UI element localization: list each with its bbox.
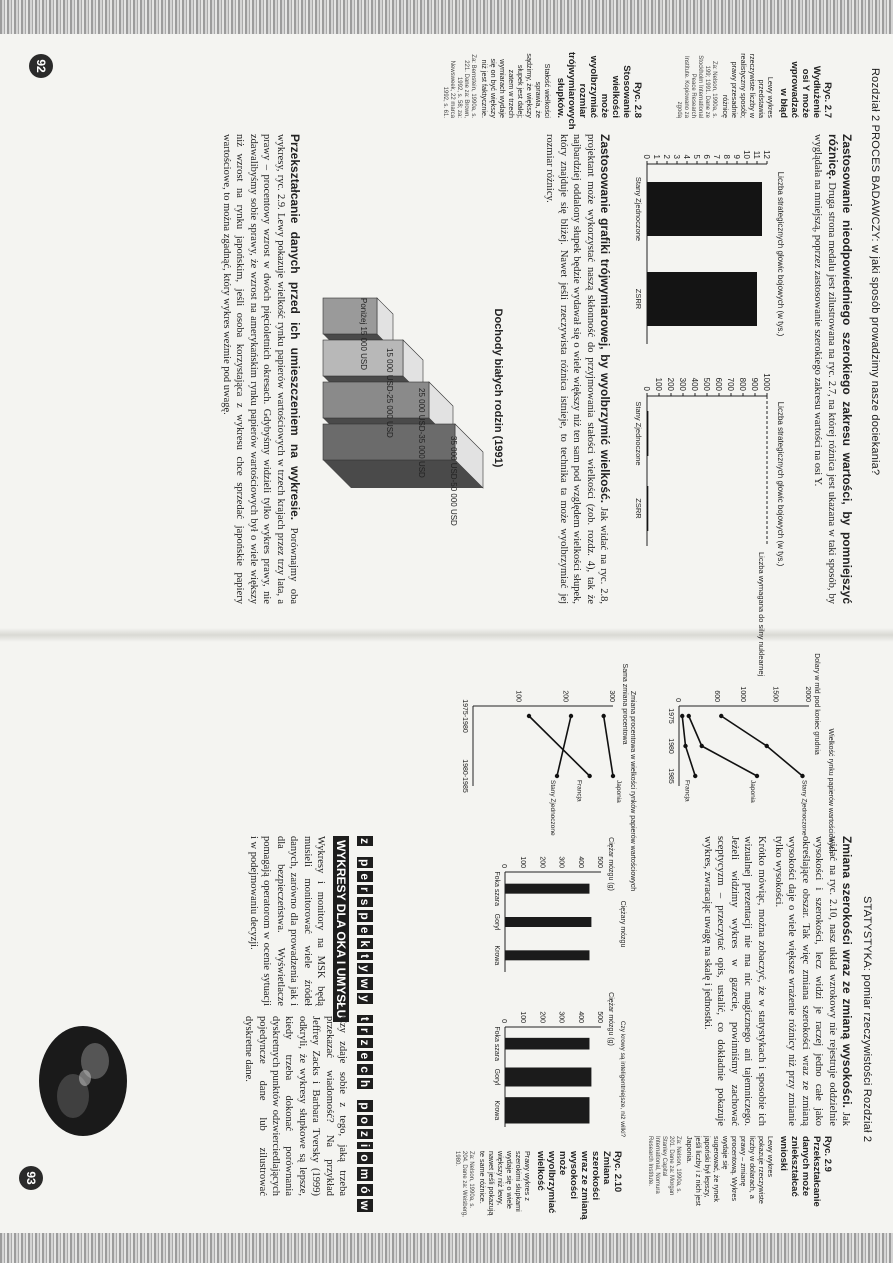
y-tick-label: 400 <box>576 1011 584 1023</box>
fig-2-8-source: Za: Bernstein, 1990a, s. 221. Dane za: Brown, 1992, s. 58; za: Newsweek, 22 marca 1992, s. 61. <box>442 54 476 118</box>
x-tick-label: 1980 <box>667 738 674 754</box>
banner-letter: y <box>358 995 372 1002</box>
y-tick-label: 300 <box>557 1011 565 1023</box>
bar3d-label-0: 35 000 USD-50 000 USD <box>449 436 458 526</box>
x-tick-label: ZSRR <box>634 498 643 519</box>
banner-letter: e <box>358 926 372 934</box>
bar-1 <box>647 272 757 326</box>
y-tick-label: 800 <box>738 377 747 391</box>
section-wide-range-text: Druga strona medalu jest zilustrowana na ryc. 2.7, na której różnica jest ukazana w taki sposób, by wyglądała na mniejszą, poprzez zastosowanie szerokiego zakresu wartości na osi Y. <box>812 134 837 604</box>
section-transform-heading: Przekształcanie danych przed ich umieszczeniem na wykresie. <box>288 134 302 521</box>
x-tick-label: Goryl <box>493 913 500 931</box>
x-tick-label: Stany Zjednoczone <box>634 176 643 242</box>
banner-three-levels <box>357 836 373 1212</box>
y-tick-label: 100 <box>519 1011 527 1023</box>
banner-letter: o <box>358 1154 372 1162</box>
x-tick-label: 1975-1980 <box>461 699 468 733</box>
series-label-2: Francja <box>683 780 691 802</box>
y-tick-label: 500 <box>702 377 711 391</box>
fig-2-7-title: Ryc. 2.7 <box>822 82 833 118</box>
bar3d-label-2: 15 000 USD-25 000 USD <box>385 348 394 438</box>
banner-letter: z <box>358 1039 372 1046</box>
series-point <box>755 774 759 778</box>
y-tick-label: 7 <box>712 154 721 159</box>
x-tick-label: Foka szara <box>493 871 500 906</box>
running-head-left: Rozdział 2 PROCES BADAWCZY: w jaki sposób prowadzimy nasze dociekania? <box>869 68 881 476</box>
y-tick-label: 400 <box>576 856 584 868</box>
banner-letter: s <box>358 898 372 906</box>
bar-0 <box>647 182 762 236</box>
caption-fig-2-10 <box>453 1151 623 1221</box>
y-tick-label: 12 <box>762 150 771 159</box>
chart-line-ylabel: Dolary w mld pod koniec grudnia <box>813 653 820 755</box>
page-number-92: 92 <box>29 54 53 78</box>
banner-letter: z <box>358 838 372 844</box>
y-tick-label: 4 <box>682 154 691 159</box>
fig-2-10-subtitle: Zmiana szerokości wraz ze zmianą wysokości może wyolbrzymiać wielkość <box>535 1151 612 1220</box>
banner-letter: r <box>358 1027 372 1033</box>
bar-1 <box>505 1068 591 1087</box>
y-tick-label: 300 <box>608 690 615 702</box>
x-tick-label: Krowa <box>493 1100 500 1121</box>
fig-2-8-body: Stałość wielkości sprawia, że sądzimy, że większy słupek jest dalej; zatem w trzech wymiarach wydaje się on być większy niż jest faktycznie. <box>480 53 552 118</box>
page-92 <box>0 38 893 677</box>
y-tick-label: 200 <box>666 377 675 391</box>
fig-2-7-source: Za: Nelson, 1990a, s. 199; 1991. Dane ze Stockholm International Peace Research Institute. Kopiowano za zgodą <box>676 55 717 118</box>
banner-letter <box>357 849 373 854</box>
y-tick-label: 200 <box>561 690 569 702</box>
y-tick-label: 2000 <box>804 686 811 702</box>
y-tick-label: 400 <box>690 377 699 391</box>
banner-letter: p <box>358 859 372 867</box>
series-point <box>555 774 559 778</box>
chart-brain-title2: Czy krowy są inteligentniejsze, niż wilki? <box>619 1020 626 1138</box>
series-point <box>527 714 531 718</box>
series-point <box>569 714 573 718</box>
banner-letter: p <box>358 1102 372 1110</box>
banner-letter: z <box>358 1130 372 1137</box>
section-width <box>643 836 853 1126</box>
brain-photo <box>33 1016 133 1146</box>
bar3d-label-3: Poniżej 15 000 USD <box>359 298 368 371</box>
warhead-chart-small-range <box>634 150 771 344</box>
chart-pct-title: Zmiana procentowa w wielkości rynków papierów wartościowych <box>629 690 636 892</box>
banner-letter: o <box>358 1116 372 1124</box>
y-tick-label: 9 <box>732 154 741 159</box>
chart-warheads <box>617 134 789 677</box>
banner-letter: y <box>358 965 372 972</box>
series-point <box>700 744 704 748</box>
warhead-chart-large-range <box>634 373 771 546</box>
bar3d-2 <box>323 382 429 418</box>
x-tick-label: ZSRR <box>634 288 643 310</box>
y-tick-label: 2 <box>662 154 671 159</box>
y-tick-label: 100 <box>514 690 522 702</box>
section-wide-range <box>793 134 853 604</box>
fig-2-8-subtitle: Stosowanie wielkości może wyolbrzymiać rozmiar trójwymiarowych słupków. <box>555 52 632 130</box>
chart-3d-income <box>311 268 511 548</box>
page-93 <box>0 646 893 1236</box>
caption-fig-2-9 <box>646 1136 833 1206</box>
section-3d-heading: Zastosowanie grafiki trójwymiarowej, by wyolbrzymić wielkość. <box>598 134 612 504</box>
series-label-0: Japonia <box>615 780 622 803</box>
y-tick-label: 0 <box>642 154 651 159</box>
chart-brain-ylabel: Ciężar mózgu (g) <box>607 837 614 891</box>
banner-letter: ó <box>358 1186 372 1194</box>
fig-2-9-body: Lewy wykres pokazuje rzeczywiste liczby w dolarach, a prawy – zmianę procentową. Wykres wydaje się sugerować, że rynek japoński był lepszy, jeśli liczby i z nich jest Japonia. <box>685 1136 775 1206</box>
y-tick-label: 0 <box>674 698 681 702</box>
y-tick-label: 700 <box>726 377 735 391</box>
x-tick-label: Goryl <box>493 1068 500 1086</box>
fig-2-10-source: Za: Nelson, 1990a, s. 204. Dane za: Weisberg, 1980. <box>454 1151 474 1217</box>
caption-fig-2-7 <box>675 52 833 118</box>
series-point <box>601 714 605 718</box>
fig-2-10-body: Prawy wykres z szerokimi słupkami wydaje się o wiele większy niż lewy, nawet jeśli pokazują te same różnice. <box>478 1151 532 1216</box>
caption-fig-2-8 <box>441 52 643 130</box>
threshold-annotation: Liczba wymagana do silny nuklearnej <box>757 552 766 677</box>
y-tick-label: 600 <box>713 690 720 702</box>
x-tick-label: Stany Zjednoczone <box>634 401 643 466</box>
y-tick-label: 1 <box>652 154 661 159</box>
banner-letter: t <box>358 954 372 959</box>
banner-letter: p <box>358 912 372 920</box>
banner-letter: t <box>358 1016 372 1021</box>
y-tick-label: 300 <box>678 377 687 391</box>
banner-letter: r <box>358 887 372 892</box>
fig-2-9-title: Ryc. 2.9 <box>822 1136 833 1172</box>
y-tick-label: 10 <box>742 150 751 159</box>
chart-a-left-ylabel: Liczba strategicznych głowic bojowych (w tys.) <box>776 171 785 337</box>
series-line-1 <box>689 716 757 776</box>
bar-2 <box>505 1097 589 1123</box>
section-wide-range-heading: Zastosowanie nieodpowiedniego szerokiego zakresu wartości, by pomniejszyć różnicę. <box>825 134 854 604</box>
y-tick-label: 900 <box>750 377 759 391</box>
series-point <box>680 714 684 718</box>
bar-0 <box>647 411 648 456</box>
banner-letter: e <box>358 1052 372 1060</box>
y-tick-label: 500 <box>596 1011 603 1023</box>
bar-1 <box>505 917 591 927</box>
y-tick-label: 3 <box>672 154 681 159</box>
series-label-1: Japonia <box>749 780 756 803</box>
fig-2-8-title: Ryc. 2.8 <box>632 82 643 118</box>
chart-line-title: Wielkość rynku papierów wartościowych <box>827 728 834 854</box>
banner-letter: w <box>358 1200 372 1210</box>
series-point <box>719 714 723 718</box>
section-width-text: Jak widać na ryc. 2.10, nasz układ wzrokowy nie rejestruje oddzielnie wysokości i szerokości, lecz widzi je raczej jedno całe jako określające obszar. Tak więc zmiana szerokości wraz ze zmianą wysokości daje o wiele większe wrażenie różnicy niż przy zmianie tylko wysokości. <box>772 836 851 1127</box>
x-tick-label: 1985 <box>667 768 674 784</box>
x-tick-label: 1980-1985 <box>461 759 468 793</box>
chart-brain-narrow <box>483 836 633 986</box>
fig-2-7-subtitle: Wydłużenie osi Y może wprowadzać w błąd <box>778 61 822 118</box>
x-tick-label: Krowa <box>493 945 500 966</box>
banner-letter: m <box>358 1168 372 1180</box>
fig-2-9-source: Za: Nelson, 1990a, s. 201. Dane za: Morgan Stanley Capital International, Nomura Research Institute. <box>647 1136 681 1196</box>
section-transform <box>151 134 301 604</box>
bar-1 <box>647 486 648 531</box>
section-3d-text: Jak widać na ryc. 2.8, projektant może wykorzystać naszą skłonność do przyjmowania stałości wielkości (zob. rozdz. 4), tak że najbardziej oddalony słupek będzie wydawał się o wiele większy niż ten sam pod względem wielkości słupek, który znajduje się bliżej. Nawet jeśli rzeczywista różnica istnieje, to technika ta może wyolbrzymiać jej rozmiar różnicy. <box>544 134 609 604</box>
y-tick-label: 5 <box>692 154 701 159</box>
series-label-2: Francja <box>575 780 583 802</box>
y-tick-label: 100 <box>654 377 663 391</box>
y-tick-label: 11 <box>752 150 761 159</box>
chart-market-size <box>651 653 841 854</box>
series-point <box>693 774 697 778</box>
y-tick-label: 500 <box>596 856 603 868</box>
bar-0 <box>505 884 589 894</box>
y-tick-label: 1000 <box>762 373 771 391</box>
chart-brain-ylabel-2: Ciężar mózgu (g) <box>607 992 614 1046</box>
bar-0 <box>505 1038 589 1050</box>
banner-letter: e <box>358 873 372 881</box>
bar-2 <box>505 950 589 960</box>
y-tick-label: 1500 <box>771 686 779 702</box>
bar3d-0 <box>323 298 377 334</box>
chart-brain-wide <box>483 991 633 1141</box>
series-point <box>800 774 804 778</box>
y-tick-label: 6 <box>702 154 711 159</box>
section-summary-text: Krótko mówiąc, można zobaczyć, że w statystykach i sposobie ich wizualnej prezentacji nie ma nic magicznego ani tajemniczego. Jeżeli widzimy wykres w gazecie, powinniśmy zachować sceptycyzm – przeczytać opis, ustalić, co dokładnie pokazuje wykres, zwracając uwagę na skalę i jednostki. <box>701 836 767 1126</box>
box-title: WYKRESY DLA OKA I UMYSŁU <box>333 836 349 1022</box>
banner-letter: h <box>358 1079 372 1088</box>
box-text-col1: Wykresy i monitory na MSK będą musieli monitorować wiele źródeł danych, zarówno dla prowadzenia jak i dla bezpieczeństwa. Wyświetlacze pomagają operatorom w ocenie sytuacji i w podejmowaniu decyzji. <box>247 836 326 1006</box>
box-text-col2: Czy zdaje sobie z tego, jaką trzeba przekazać wiadomość? Na przykład Jeffrey Zacks i Barbara Tversky (1999) odkryli, że wykresy słupkowe są lepsze, kiedy trzeba dokonać porównania dyskretnych punktów odzwierciedlających pojedyncze dane lub zilustrować dyskretne dane. <box>243 1016 348 1196</box>
series-line-0 <box>604 716 613 776</box>
series-point <box>687 714 691 718</box>
y-tick-label: 0 <box>500 864 507 868</box>
series-point <box>765 744 769 748</box>
y-tick-label: 600 <box>714 377 723 391</box>
series-label-1: Stany Zjednoczone <box>549 780 556 836</box>
section-width-heading: Zmiana szerokości wraz ze zmianą wysokości. <box>840 836 854 1108</box>
series-point <box>587 774 591 778</box>
y-tick-label: 100 <box>519 856 527 868</box>
chart-brain-title: Ciężary mózgu <box>619 900 626 948</box>
y-tick-label: 1000 <box>739 686 746 702</box>
bar3d-side-3 <box>323 460 483 488</box>
bar3d-label-1: 25 000 USD-35 000 USD <box>417 388 426 478</box>
banner-letter <box>357 1007 373 1012</box>
x-tick-label: 1975 <box>667 708 674 724</box>
section-3d <box>515 134 611 604</box>
scan-noise-bottom <box>0 1233 893 1263</box>
fig-2-9-subtitle: Przekształcanie danych może zniekształcać wnioski <box>778 1136 822 1207</box>
running-head-right: STATYSTYKA: pomiar rzeczywistości Rozdział 2 <box>861 896 873 1143</box>
y-tick-label: 200 <box>538 856 546 868</box>
chart-3d-title: Dochody białych rodzin (1991) <box>492 308 504 468</box>
series-line-0 <box>721 716 802 776</box>
banner-letter: k <box>358 940 372 948</box>
banner-letter <box>357 1092 373 1097</box>
series-point <box>683 744 687 748</box>
y-tick-label: 8 <box>722 154 731 159</box>
y-tick-label: 0 <box>642 386 651 391</box>
series-label-0: Stany Zjednoczone <box>800 780 808 836</box>
page-number-93: 93 <box>19 1166 43 1190</box>
y-tick-label: 0 <box>500 1019 507 1023</box>
x-tick-label: Foka szara <box>493 1026 500 1061</box>
banner-letter: i <box>358 1143 372 1148</box>
y-tick-label: 200 <box>538 1011 546 1023</box>
banner-letter: w <box>358 978 372 989</box>
section-transform-text: Porównajmy oba wykresy, ryc. 2.9. Lewy pokazuje wielkość rynku papierów wartościowych w trzech krajach przez trzy lata, a prawy – procentowy wzrost w dwóch pięcioletnich okresach. Gdybyśmy widzieli tylko wykres prawy, nie zdawalibyśmy sobie sprawy, że wzrost na amerykańskim rynku papierów wartościowych był o wiele większy niż wzrost na rynku japońskim, jeśli osoba korzystająca z wykresu chce sprzedać japońskie papiery wartościowe, to można zgadnąć, który wykres weźmie pod uwagę. <box>220 134 299 605</box>
y-tick-label: 300 <box>557 856 565 868</box>
fig-2-7-body: Lewy wykres przedstawia rzeczywiste liczby w realistyczny sposób; prawy przesadnie różnicę <box>721 53 775 118</box>
series-point <box>611 774 615 778</box>
chart-a-right-ylabel: Liczba strategicznych głowic bojowych (w tys.) <box>776 401 785 567</box>
banner-letter: c <box>358 1066 372 1073</box>
fig-2-10-title: Ryc. 2.10 <box>612 1151 623 1193</box>
chart-pct-ylabel: Sama zmiana procentowa <box>621 663 628 745</box>
scan-noise-top <box>0 0 893 34</box>
